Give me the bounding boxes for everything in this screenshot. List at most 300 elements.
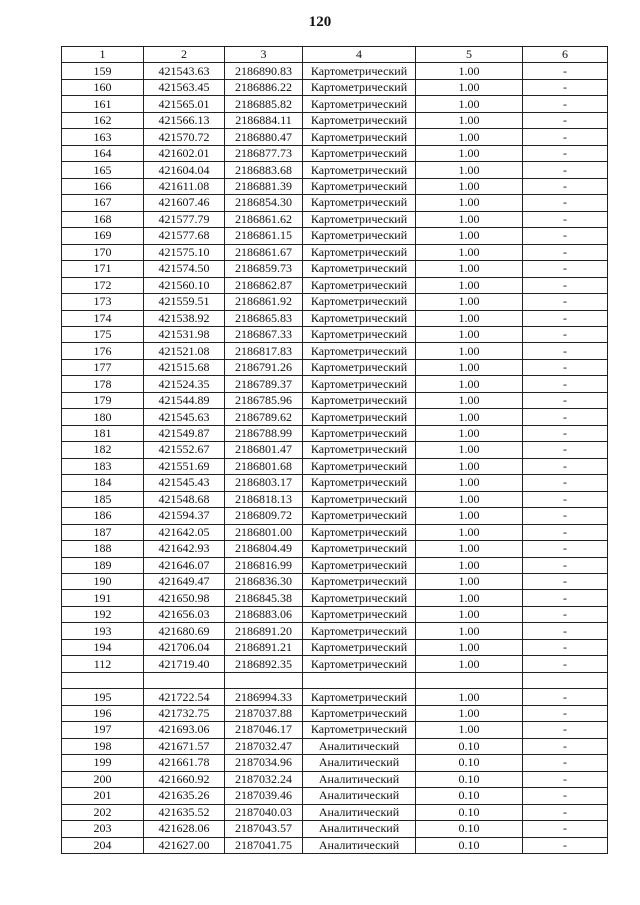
accuracy-cell: 1.00 bbox=[416, 359, 523, 375]
column-header: 6 bbox=[523, 47, 608, 63]
x-coordinate-cell: 421680.69 bbox=[144, 623, 225, 639]
description-cell: - bbox=[523, 755, 608, 771]
table-row bbox=[62, 261, 608, 277]
table-row bbox=[62, 63, 608, 79]
y-coordinate-cell: 2186816.99 bbox=[225, 557, 303, 573]
point-number-cell: 175 bbox=[62, 326, 144, 342]
method-cell: Картометрический bbox=[303, 96, 416, 112]
description-cell: - bbox=[523, 574, 608, 590]
accuracy-cell bbox=[416, 672, 523, 688]
table-row bbox=[62, 244, 608, 260]
x-coordinate-cell: 421719.40 bbox=[144, 656, 225, 672]
x-coordinate-cell: 421650.98 bbox=[144, 590, 225, 606]
method-cell: Картометрический bbox=[303, 606, 416, 622]
table-row bbox=[62, 326, 608, 342]
method-cell: Аналитический bbox=[303, 755, 416, 771]
description-cell: - bbox=[523, 788, 608, 804]
method-cell: Картометрический bbox=[303, 656, 416, 672]
point-number-cell: 184 bbox=[62, 475, 144, 491]
point-number-cell: 168 bbox=[62, 211, 144, 227]
table-row bbox=[62, 195, 608, 211]
accuracy-cell: 1.00 bbox=[416, 508, 523, 524]
description-cell: - bbox=[523, 705, 608, 721]
table-row bbox=[62, 277, 608, 293]
y-coordinate-cell: 2186883.68 bbox=[225, 162, 303, 178]
table-row bbox=[62, 145, 608, 161]
x-coordinate-cell: 421635.26 bbox=[144, 788, 225, 804]
point-number-cell: 167 bbox=[62, 195, 144, 211]
y-coordinate-cell: 2186859.73 bbox=[225, 261, 303, 277]
table-row bbox=[62, 788, 608, 804]
x-coordinate-cell: 421706.04 bbox=[144, 639, 225, 655]
accuracy-cell: 1.00 bbox=[416, 590, 523, 606]
y-coordinate-cell: 2186789.37 bbox=[225, 376, 303, 392]
accuracy-cell: 1.00 bbox=[416, 376, 523, 392]
description-cell: - bbox=[523, 261, 608, 277]
y-coordinate-cell: 2187040.03 bbox=[225, 804, 303, 820]
point-number-cell: 185 bbox=[62, 491, 144, 507]
y-coordinate-cell: 2186801.47 bbox=[225, 442, 303, 458]
x-coordinate-cell: 421538.92 bbox=[144, 310, 225, 326]
x-coordinate-cell: 421524.35 bbox=[144, 376, 225, 392]
x-coordinate-cell: 421545.43 bbox=[144, 475, 225, 491]
accuracy-cell: 1.00 bbox=[416, 96, 523, 112]
x-coordinate-cell: 421649.47 bbox=[144, 574, 225, 590]
point-number-cell: 190 bbox=[62, 574, 144, 590]
method-cell: Картометрический bbox=[303, 376, 416, 392]
description-cell: - bbox=[523, 689, 608, 705]
y-coordinate-cell: 2186788.99 bbox=[225, 425, 303, 441]
accuracy-cell: 1.00 bbox=[416, 261, 523, 277]
y-coordinate-cell: 2186791.26 bbox=[225, 359, 303, 375]
description-cell: - bbox=[523, 310, 608, 326]
method-cell: Картометрический bbox=[303, 705, 416, 721]
point-number-cell: 172 bbox=[62, 277, 144, 293]
table-row bbox=[62, 639, 608, 655]
point-number-cell: 169 bbox=[62, 228, 144, 244]
x-coordinate-cell: 421521.08 bbox=[144, 343, 225, 359]
point-number-cell: 173 bbox=[62, 294, 144, 310]
x-coordinate-cell: 421732.75 bbox=[144, 705, 225, 721]
coordinates-table bbox=[61, 46, 608, 854]
accuracy-cell: 1.00 bbox=[416, 689, 523, 705]
y-coordinate-cell: 2186994.33 bbox=[225, 689, 303, 705]
point-number-cell: 200 bbox=[62, 771, 144, 787]
table-row bbox=[62, 541, 608, 557]
point-number-cell: 163 bbox=[62, 129, 144, 145]
method-cell: Картометрический bbox=[303, 639, 416, 655]
method-cell: Картометрический bbox=[303, 112, 416, 128]
table-row bbox=[62, 672, 608, 688]
x-coordinate-cell: 421577.79 bbox=[144, 211, 225, 227]
method-cell: Картометрический bbox=[303, 228, 416, 244]
method-cell: Картометрический bbox=[303, 145, 416, 161]
accuracy-cell: 1.00 bbox=[416, 475, 523, 491]
accuracy-cell: 1.00 bbox=[416, 491, 523, 507]
description-cell: - bbox=[523, 392, 608, 408]
method-cell: Картометрический bbox=[303, 458, 416, 474]
method-cell: Картометрический bbox=[303, 343, 416, 359]
table-row bbox=[62, 606, 608, 622]
y-coordinate-cell: 2187039.46 bbox=[225, 788, 303, 804]
method-cell: Картометрический bbox=[303, 508, 416, 524]
point-number-cell bbox=[62, 672, 144, 688]
accuracy-cell: 0.10 bbox=[416, 804, 523, 820]
accuracy-cell: 1.00 bbox=[416, 524, 523, 540]
table-body bbox=[62, 63, 608, 854]
point-number-cell: 202 bbox=[62, 804, 144, 820]
point-number-cell: 161 bbox=[62, 96, 144, 112]
method-cell: Аналитический bbox=[303, 738, 416, 754]
table-row bbox=[62, 228, 608, 244]
method-cell: Картометрический bbox=[303, 623, 416, 639]
accuracy-cell: 1.00 bbox=[416, 458, 523, 474]
point-number-cell: 192 bbox=[62, 606, 144, 622]
description-cell: - bbox=[523, 524, 608, 540]
description-cell: - bbox=[523, 656, 608, 672]
accuracy-cell: 1.00 bbox=[416, 705, 523, 721]
table-row bbox=[62, 722, 608, 738]
accuracy-cell: 1.00 bbox=[416, 557, 523, 573]
y-coordinate-cell: 2186877.73 bbox=[225, 145, 303, 161]
point-number-cell: 180 bbox=[62, 409, 144, 425]
column-header: 4 bbox=[303, 47, 416, 63]
description-cell: - bbox=[523, 79, 608, 95]
y-coordinate-cell: 2186801.00 bbox=[225, 524, 303, 540]
description-cell: - bbox=[523, 162, 608, 178]
y-coordinate-cell: 2187043.57 bbox=[225, 821, 303, 837]
accuracy-cell: 1.00 bbox=[416, 574, 523, 590]
description-cell: - bbox=[523, 804, 608, 820]
column-header: 3 bbox=[225, 47, 303, 63]
y-coordinate-cell: 2187037.88 bbox=[225, 705, 303, 721]
accuracy-cell: 1.00 bbox=[416, 79, 523, 95]
y-coordinate-cell: 2187032.24 bbox=[225, 771, 303, 787]
y-coordinate-cell: 2186886.22 bbox=[225, 79, 303, 95]
description-cell: - bbox=[523, 294, 608, 310]
x-coordinate-cell bbox=[144, 672, 225, 688]
accuracy-cell: 1.00 bbox=[416, 195, 523, 211]
y-coordinate-cell: 2186861.62 bbox=[225, 211, 303, 227]
y-coordinate-cell: 2186892.35 bbox=[225, 656, 303, 672]
description-cell: - bbox=[523, 639, 608, 655]
y-coordinate-cell: 2186865.83 bbox=[225, 310, 303, 326]
description-cell: - bbox=[523, 228, 608, 244]
y-coordinate-cell: 2186789.62 bbox=[225, 409, 303, 425]
accuracy-cell: 1.00 bbox=[416, 211, 523, 227]
description-cell: - bbox=[523, 178, 608, 194]
description-cell: - bbox=[523, 409, 608, 425]
accuracy-cell: 1.00 bbox=[416, 343, 523, 359]
description-cell: - bbox=[523, 63, 608, 79]
y-coordinate-cell: 2186801.68 bbox=[225, 458, 303, 474]
x-coordinate-cell: 421660.92 bbox=[144, 771, 225, 787]
method-cell: Аналитический bbox=[303, 804, 416, 820]
method-cell: Картометрический bbox=[303, 79, 416, 95]
column-header: 5 bbox=[416, 47, 523, 63]
y-coordinate-cell: 2187046.17 bbox=[225, 722, 303, 738]
method-cell: Картометрический bbox=[303, 178, 416, 194]
description-cell: - bbox=[523, 722, 608, 738]
accuracy-cell: 0.10 bbox=[416, 755, 523, 771]
y-coordinate-cell: 2186891.21 bbox=[225, 639, 303, 655]
x-coordinate-cell: 421642.05 bbox=[144, 524, 225, 540]
method-cell: Картометрический bbox=[303, 129, 416, 145]
x-coordinate-cell: 421552.67 bbox=[144, 442, 225, 458]
accuracy-cell: 0.10 bbox=[416, 821, 523, 837]
accuracy-cell: 1.00 bbox=[416, 112, 523, 128]
x-coordinate-cell: 421515.68 bbox=[144, 359, 225, 375]
table-row bbox=[62, 705, 608, 721]
x-coordinate-cell: 421563.45 bbox=[144, 79, 225, 95]
y-coordinate-cell: 2186854.30 bbox=[225, 195, 303, 211]
point-number-cell: 179 bbox=[62, 392, 144, 408]
description-cell: - bbox=[523, 738, 608, 754]
x-coordinate-cell: 421594.37 bbox=[144, 508, 225, 524]
description-cell: - bbox=[523, 211, 608, 227]
column-header: 2 bbox=[144, 47, 225, 63]
point-number-cell: 194 bbox=[62, 639, 144, 655]
x-coordinate-cell: 421722.54 bbox=[144, 689, 225, 705]
point-number-cell: 201 bbox=[62, 788, 144, 804]
table-row bbox=[62, 821, 608, 837]
point-number-cell: 178 bbox=[62, 376, 144, 392]
description-cell: - bbox=[523, 376, 608, 392]
x-coordinate-cell: 421574.50 bbox=[144, 261, 225, 277]
description-cell: - bbox=[523, 771, 608, 787]
method-cell: Картометрический bbox=[303, 310, 416, 326]
x-coordinate-cell: 421642.93 bbox=[144, 541, 225, 557]
table-row bbox=[62, 129, 608, 145]
table-row bbox=[62, 755, 608, 771]
method-cell: Картометрический bbox=[303, 211, 416, 227]
description-cell: - bbox=[523, 541, 608, 557]
accuracy-cell: 1.00 bbox=[416, 541, 523, 557]
method-cell: Картометрический bbox=[303, 442, 416, 458]
accuracy-cell: 1.00 bbox=[416, 244, 523, 260]
accuracy-cell: 1.00 bbox=[416, 606, 523, 622]
method-cell: Картометрический bbox=[303, 294, 416, 310]
table-row bbox=[62, 475, 608, 491]
point-number-cell: 159 bbox=[62, 63, 144, 79]
accuracy-cell: 1.00 bbox=[416, 425, 523, 441]
accuracy-cell: 1.00 bbox=[416, 63, 523, 79]
method-cell: Картометрический bbox=[303, 524, 416, 540]
method-cell: Картометрический bbox=[303, 491, 416, 507]
table-row bbox=[62, 656, 608, 672]
point-number-cell: 162 bbox=[62, 112, 144, 128]
description-cell: - bbox=[523, 277, 608, 293]
table-row bbox=[62, 491, 608, 507]
y-coordinate-cell: 2187034.96 bbox=[225, 755, 303, 771]
point-number-cell: 193 bbox=[62, 623, 144, 639]
table-row bbox=[62, 79, 608, 95]
accuracy-cell: 1.00 bbox=[416, 145, 523, 161]
point-number-cell: 188 bbox=[62, 541, 144, 557]
table-row bbox=[62, 837, 608, 853]
point-number-cell: 164 bbox=[62, 145, 144, 161]
table-row bbox=[62, 343, 608, 359]
y-coordinate-cell: 2186884.11 bbox=[225, 112, 303, 128]
description-cell: - bbox=[523, 359, 608, 375]
method-cell: Картометрический bbox=[303, 689, 416, 705]
method-cell: Аналитический bbox=[303, 821, 416, 837]
y-coordinate-cell: 2186818.13 bbox=[225, 491, 303, 507]
y-coordinate-cell: 2186804.49 bbox=[225, 541, 303, 557]
point-number-cell: 197 bbox=[62, 722, 144, 738]
accuracy-cell: 1.00 bbox=[416, 178, 523, 194]
method-cell: Картометрический bbox=[303, 244, 416, 260]
point-number-cell: 187 bbox=[62, 524, 144, 540]
x-coordinate-cell: 421671.57 bbox=[144, 738, 225, 754]
y-coordinate-cell: 2186880.47 bbox=[225, 129, 303, 145]
point-number-cell: 186 bbox=[62, 508, 144, 524]
point-number-cell: 171 bbox=[62, 261, 144, 277]
accuracy-cell: 0.10 bbox=[416, 738, 523, 754]
method-cell: Картометрический bbox=[303, 261, 416, 277]
point-number-cell: 182 bbox=[62, 442, 144, 458]
y-coordinate-cell: 2186845.38 bbox=[225, 590, 303, 606]
table-row bbox=[62, 771, 608, 787]
point-number-cell: 166 bbox=[62, 178, 144, 194]
table-row bbox=[62, 508, 608, 524]
x-coordinate-cell: 421575.10 bbox=[144, 244, 225, 260]
x-coordinate-cell: 421646.07 bbox=[144, 557, 225, 573]
table-row bbox=[62, 442, 608, 458]
x-coordinate-cell: 421656.03 bbox=[144, 606, 225, 622]
method-cell bbox=[303, 672, 416, 688]
page-number: 120 bbox=[308, 14, 332, 30]
x-coordinate-cell: 421570.72 bbox=[144, 129, 225, 145]
description-cell: - bbox=[523, 837, 608, 853]
x-coordinate-cell: 421604.04 bbox=[144, 162, 225, 178]
point-number-cell: 165 bbox=[62, 162, 144, 178]
description-cell: - bbox=[523, 491, 608, 507]
table-row bbox=[62, 425, 608, 441]
y-coordinate-cell: 2186861.15 bbox=[225, 228, 303, 244]
table-row bbox=[62, 804, 608, 820]
x-coordinate-cell: 421627.00 bbox=[144, 837, 225, 853]
table-row bbox=[62, 294, 608, 310]
description-cell: - bbox=[523, 442, 608, 458]
accuracy-cell: 1.00 bbox=[416, 294, 523, 310]
method-cell: Картометрический bbox=[303, 541, 416, 557]
x-coordinate-cell: 421611.08 bbox=[144, 178, 225, 194]
accuracy-cell: 1.00 bbox=[416, 162, 523, 178]
y-coordinate-cell: 2186836.30 bbox=[225, 574, 303, 590]
method-cell: Картометрический bbox=[303, 63, 416, 79]
x-coordinate-cell: 421543.63 bbox=[144, 63, 225, 79]
point-number-cell: 199 bbox=[62, 755, 144, 771]
table-row bbox=[62, 574, 608, 590]
accuracy-cell: 0.10 bbox=[416, 771, 523, 787]
table-row bbox=[62, 738, 608, 754]
y-coordinate-cell: 2186809.72 bbox=[225, 508, 303, 524]
table-row bbox=[62, 211, 608, 227]
accuracy-cell: 0.10 bbox=[416, 837, 523, 853]
x-coordinate-cell: 421544.89 bbox=[144, 392, 225, 408]
x-coordinate-cell: 421661.78 bbox=[144, 755, 225, 771]
accuracy-cell: 1.00 bbox=[416, 392, 523, 408]
method-cell: Картометрический bbox=[303, 409, 416, 425]
point-number-cell: 195 bbox=[62, 689, 144, 705]
method-cell: Картометрический bbox=[303, 359, 416, 375]
description-cell: - bbox=[523, 145, 608, 161]
table-row bbox=[62, 376, 608, 392]
description-cell: - bbox=[523, 195, 608, 211]
x-coordinate-cell: 421545.63 bbox=[144, 409, 225, 425]
table-row bbox=[62, 178, 608, 194]
y-coordinate-cell: 2186803.17 bbox=[225, 475, 303, 491]
accuracy-cell: 1.00 bbox=[416, 442, 523, 458]
accuracy-cell: 1.00 bbox=[416, 409, 523, 425]
description-cell: - bbox=[523, 343, 608, 359]
point-number-cell: 203 bbox=[62, 821, 144, 837]
y-coordinate-cell: 2186867.33 bbox=[225, 326, 303, 342]
x-coordinate-cell: 421693.06 bbox=[144, 722, 225, 738]
y-coordinate-cell: 2186883.06 bbox=[225, 606, 303, 622]
method-cell: Картометрический bbox=[303, 722, 416, 738]
method-cell: Картометрический bbox=[303, 557, 416, 573]
table-row bbox=[62, 96, 608, 112]
accuracy-cell: 1.00 bbox=[416, 722, 523, 738]
method-cell: Картометрический bbox=[303, 326, 416, 342]
y-coordinate-cell: 2186817.83 bbox=[225, 343, 303, 359]
x-coordinate-cell: 421559.51 bbox=[144, 294, 225, 310]
point-number-cell: 204 bbox=[62, 837, 144, 853]
x-coordinate-cell: 421635.52 bbox=[144, 804, 225, 820]
point-number-cell: 177 bbox=[62, 359, 144, 375]
y-coordinate-cell: 2186885.82 bbox=[225, 96, 303, 112]
accuracy-cell: 1.00 bbox=[416, 656, 523, 672]
method-cell: Аналитический bbox=[303, 788, 416, 804]
point-number-cell: 198 bbox=[62, 738, 144, 754]
y-coordinate-cell: 2186890.83 bbox=[225, 63, 303, 79]
method-cell: Картометрический bbox=[303, 425, 416, 441]
accuracy-cell: 1.00 bbox=[416, 623, 523, 639]
description-cell: - bbox=[523, 244, 608, 260]
description-cell: - bbox=[523, 475, 608, 491]
point-number-cell: 174 bbox=[62, 310, 144, 326]
x-coordinate-cell: 421577.68 bbox=[144, 228, 225, 244]
description-cell: - bbox=[523, 326, 608, 342]
method-cell: Картометрический bbox=[303, 392, 416, 408]
table-row bbox=[62, 112, 608, 128]
point-number-cell: 189 bbox=[62, 557, 144, 573]
point-number-cell: 112 bbox=[62, 656, 144, 672]
column-header: 1 bbox=[62, 47, 144, 63]
accuracy-cell: 1.00 bbox=[416, 129, 523, 145]
x-coordinate-cell: 421551.69 bbox=[144, 458, 225, 474]
x-coordinate-cell: 421566.13 bbox=[144, 112, 225, 128]
x-coordinate-cell: 421548.68 bbox=[144, 491, 225, 507]
table-row bbox=[62, 458, 608, 474]
description-cell: - bbox=[523, 129, 608, 145]
description-cell: - bbox=[523, 508, 608, 524]
point-number-cell: 191 bbox=[62, 590, 144, 606]
method-cell: Картометрический bbox=[303, 574, 416, 590]
description-cell: - bbox=[523, 606, 608, 622]
point-number-cell: 181 bbox=[62, 425, 144, 441]
description-cell: - bbox=[523, 425, 608, 441]
x-coordinate-cell: 421602.01 bbox=[144, 145, 225, 161]
description-cell: - bbox=[523, 458, 608, 474]
description-cell: - bbox=[523, 623, 608, 639]
point-number-cell: 160 bbox=[62, 79, 144, 95]
description-cell: - bbox=[523, 590, 608, 606]
method-cell: Аналитический bbox=[303, 771, 416, 787]
point-number-cell: 183 bbox=[62, 458, 144, 474]
